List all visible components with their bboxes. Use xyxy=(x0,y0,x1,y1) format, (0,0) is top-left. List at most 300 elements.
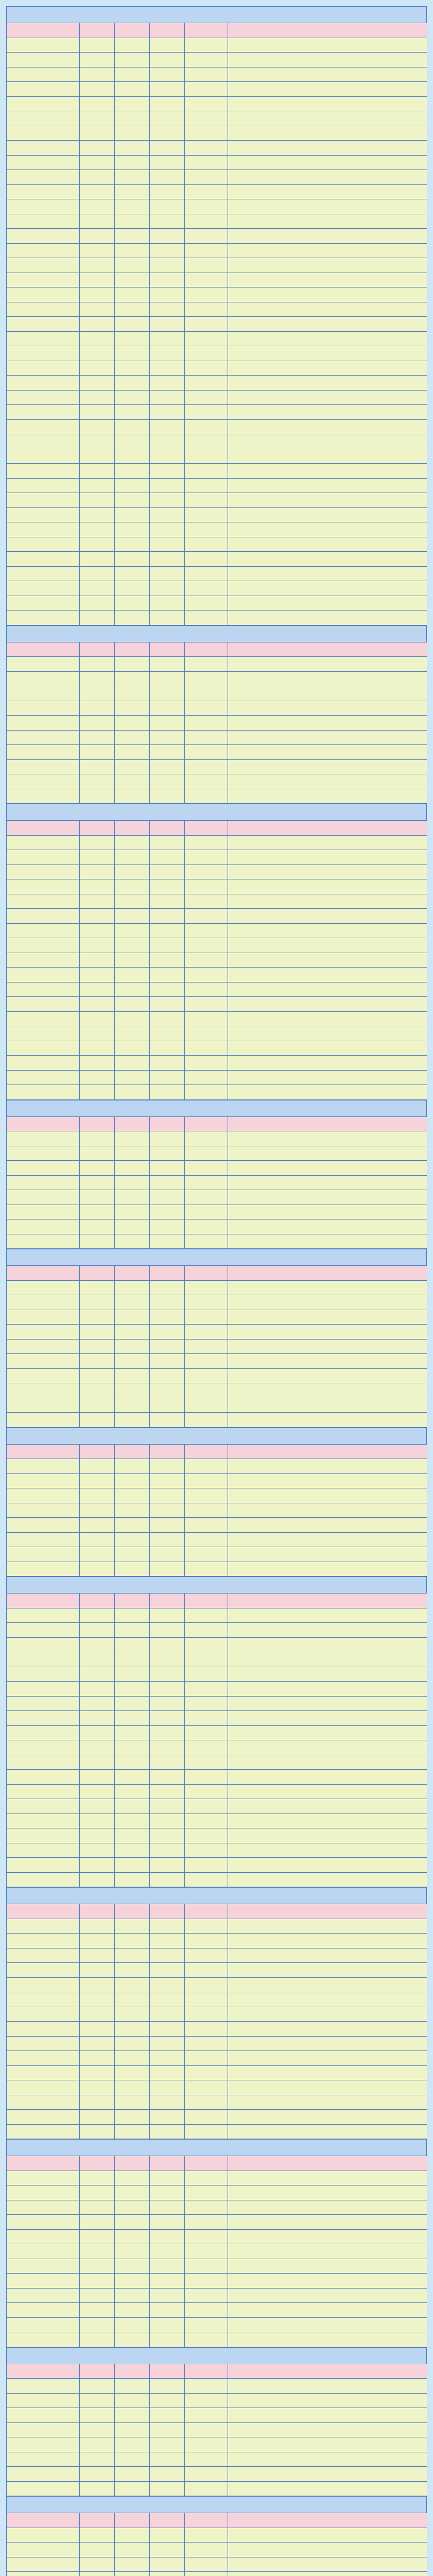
price-cell xyxy=(115,522,150,537)
table-row xyxy=(6,610,427,625)
table-row xyxy=(6,1872,427,1887)
company-cell xyxy=(228,1919,427,1934)
company-cell xyxy=(228,1652,427,1667)
price-cell xyxy=(115,865,150,879)
company-cell xyxy=(228,924,427,938)
column-header xyxy=(7,642,80,657)
price-cell xyxy=(115,2408,150,2422)
company-cell xyxy=(228,185,427,199)
table-row xyxy=(6,1353,427,1368)
company-cell xyxy=(228,522,427,537)
price-cell xyxy=(150,1503,185,1518)
price-cell xyxy=(185,156,228,170)
price-cell xyxy=(185,258,228,273)
column-header xyxy=(228,821,427,835)
price-cell xyxy=(150,185,185,199)
price-cell xyxy=(115,434,150,449)
price-cell xyxy=(80,156,115,170)
price-cell xyxy=(185,508,228,522)
price-cell xyxy=(150,581,185,596)
price-cell xyxy=(185,1503,228,1518)
company-cell xyxy=(228,2274,427,2288)
price-cell xyxy=(115,2215,150,2229)
price-cell xyxy=(185,1354,228,1368)
company-cell xyxy=(228,53,427,67)
table-row xyxy=(6,2378,427,2393)
company-cell xyxy=(228,214,427,229)
market-cell xyxy=(7,2185,80,2200)
column-header xyxy=(185,1266,228,1280)
price-cell xyxy=(115,82,150,96)
section-title xyxy=(6,625,427,642)
price-cell xyxy=(115,420,150,434)
market-cell xyxy=(7,1697,80,1711)
company-cell xyxy=(228,391,427,405)
market-cell xyxy=(7,953,80,968)
market-cell xyxy=(7,2289,80,2303)
price-cell xyxy=(150,229,185,243)
market-cell xyxy=(7,1978,80,1992)
price-cell xyxy=(185,611,228,625)
column-header xyxy=(115,2513,150,2528)
company-cell xyxy=(228,2215,427,2229)
price-cell xyxy=(80,982,115,997)
price-cell xyxy=(115,287,150,302)
price-cell xyxy=(185,302,228,317)
company-cell xyxy=(228,449,427,464)
price-cell xyxy=(80,111,115,126)
price-cell xyxy=(185,1533,228,1547)
table-row xyxy=(6,1398,427,1413)
price-cell xyxy=(185,879,228,894)
price-cell xyxy=(115,1325,150,1339)
column-header xyxy=(185,2364,228,2379)
market-cell xyxy=(7,479,80,493)
price-cell xyxy=(115,2080,150,2095)
price-cell xyxy=(185,141,228,155)
price-cell xyxy=(115,302,150,317)
price-cell xyxy=(150,2185,185,2200)
company-cell xyxy=(228,1295,427,1310)
price-cell xyxy=(115,1219,150,1234)
price-cell xyxy=(185,1799,228,1814)
market-cell xyxy=(7,1383,80,1398)
table-row xyxy=(6,478,427,493)
price-cell xyxy=(115,1843,150,1858)
company-cell xyxy=(228,1325,427,1339)
market-cell xyxy=(7,1623,80,1637)
company-cell xyxy=(228,2572,427,2576)
price-cell xyxy=(80,199,115,214)
table-row xyxy=(6,38,427,53)
section-title xyxy=(6,2139,427,2156)
price-cell xyxy=(80,537,115,552)
column-header xyxy=(7,1117,80,1131)
price-cell xyxy=(185,865,228,879)
column-header xyxy=(150,23,185,38)
price-cell xyxy=(80,1858,115,1872)
table-row xyxy=(6,1368,427,1383)
price-cell xyxy=(150,1873,185,1887)
table-row xyxy=(6,2422,427,2437)
price-cell xyxy=(115,2482,150,2496)
price-cell xyxy=(115,2110,150,2124)
market-cell xyxy=(7,1219,80,1234)
table-section-3 xyxy=(6,804,427,1100)
price-cell xyxy=(115,789,150,804)
price-cell xyxy=(185,2259,228,2274)
company-cell xyxy=(228,2080,427,2095)
table-row xyxy=(6,744,427,759)
price-cell xyxy=(150,1682,185,1696)
column-header xyxy=(150,1445,185,1459)
column-header xyxy=(7,1594,80,1608)
price-cell xyxy=(80,273,115,287)
company-cell xyxy=(228,537,427,552)
price-cell xyxy=(185,2215,228,2229)
price-cell xyxy=(115,2379,150,2393)
price-cell xyxy=(80,1190,115,1205)
header-row xyxy=(6,2513,427,2528)
column-header xyxy=(185,23,228,38)
price-cell xyxy=(80,596,115,611)
price-cell xyxy=(150,2080,185,2095)
market-cell xyxy=(7,997,80,1011)
price-cell xyxy=(80,2408,115,2422)
price-cell xyxy=(115,1383,150,1398)
price-cell xyxy=(80,493,115,507)
price-cell xyxy=(115,567,150,581)
price-cell xyxy=(185,1488,228,1503)
price-cell xyxy=(185,672,228,686)
company-cell xyxy=(228,2452,427,2467)
price-cell xyxy=(150,1843,185,1858)
market-cell xyxy=(7,1755,80,1770)
table-row xyxy=(6,2437,427,2452)
price-cell xyxy=(80,346,115,361)
price-cell xyxy=(150,1785,185,1799)
price-cell xyxy=(80,2185,115,2200)
data-rows xyxy=(6,1131,427,1248)
price-cell xyxy=(185,2408,228,2422)
market-cell xyxy=(7,1799,80,1814)
price-cell xyxy=(185,657,228,671)
price-cell xyxy=(185,2274,228,2288)
price-cell xyxy=(115,1085,150,1099)
price-cell xyxy=(185,111,228,126)
price-cell xyxy=(185,493,228,507)
header-row xyxy=(6,1116,427,1131)
market-cell xyxy=(7,1934,80,1948)
price-cell xyxy=(185,537,228,552)
company-cell xyxy=(228,97,427,111)
price-cell xyxy=(150,1919,185,1934)
price-cell xyxy=(80,2274,115,2288)
column-header xyxy=(150,1904,185,1919)
company-cell xyxy=(228,508,427,522)
table-section-6 xyxy=(6,1428,427,1577)
table-row xyxy=(6,2408,427,2422)
price-cell xyxy=(150,420,185,434)
company-cell xyxy=(228,774,427,789)
table-row xyxy=(6,759,427,774)
company-cell xyxy=(228,1071,427,1085)
price-cell xyxy=(80,185,115,199)
company-cell xyxy=(228,1383,427,1398)
price-cell xyxy=(150,1041,185,1056)
market-cell xyxy=(7,141,80,155)
market-cell xyxy=(7,894,80,909)
company-cell xyxy=(228,479,427,493)
company-cell xyxy=(228,199,427,214)
market-cell xyxy=(7,672,80,686)
price-cell xyxy=(115,185,150,199)
price-cell xyxy=(115,332,150,346)
price-cell xyxy=(185,1205,228,1219)
table-row xyxy=(6,1473,427,1488)
price-cell xyxy=(150,2394,185,2408)
price-cell xyxy=(80,479,115,493)
company-cell xyxy=(228,672,427,686)
company-cell xyxy=(228,2022,427,2036)
data-rows xyxy=(6,835,427,1099)
column-header xyxy=(7,2156,80,2171)
table-row xyxy=(6,1190,427,1205)
company-cell xyxy=(228,2185,427,2200)
price-cell xyxy=(150,273,185,287)
price-cell xyxy=(115,2528,150,2543)
section-title xyxy=(6,1428,427,1444)
price-cell xyxy=(115,879,150,894)
company-cell xyxy=(228,789,427,804)
company-cell xyxy=(228,1828,427,1843)
table-row xyxy=(6,1175,427,1190)
price-cell xyxy=(150,2095,185,2110)
company-cell xyxy=(228,1190,427,1205)
table-row xyxy=(6,1310,427,1325)
market-cell xyxy=(7,2274,80,2288)
table-row xyxy=(6,1547,427,1562)
market-cell xyxy=(7,2110,80,2124)
price-cell xyxy=(80,2244,115,2259)
market-cell xyxy=(7,199,80,214)
market-cell xyxy=(7,1041,80,1056)
company-cell xyxy=(228,1740,427,1755)
price-cell xyxy=(150,1310,185,1325)
company-cell xyxy=(228,1176,427,1190)
column-header xyxy=(185,2513,228,2528)
price-cell xyxy=(115,2467,150,2481)
price-cell xyxy=(80,244,115,258)
table-row xyxy=(6,2332,427,2347)
price-cell xyxy=(185,1190,228,1205)
price-cell xyxy=(115,2230,150,2244)
price-cell xyxy=(150,2171,185,2185)
price-cell xyxy=(115,581,150,596)
price-cell xyxy=(80,287,115,302)
price-cell xyxy=(115,2423,150,2437)
price-cell xyxy=(150,2274,185,2288)
market-cell xyxy=(7,581,80,596)
price-cell xyxy=(80,1383,115,1398)
price-cell xyxy=(80,2303,115,2317)
company-cell xyxy=(228,434,427,449)
table-row xyxy=(6,850,427,865)
price-cell xyxy=(115,1934,150,1948)
price-cell xyxy=(185,38,228,53)
price-cell xyxy=(185,1295,228,1310)
price-table xyxy=(6,6,427,2576)
price-cell xyxy=(185,567,228,581)
price-cell xyxy=(115,2200,150,2215)
price-cell xyxy=(80,2259,115,2274)
column-header xyxy=(80,2513,115,2528)
column-header xyxy=(80,642,115,657)
market-cell xyxy=(7,82,80,96)
market-cell xyxy=(7,716,80,730)
price-cell xyxy=(185,1176,228,1190)
price-cell xyxy=(115,552,150,566)
price-cell xyxy=(185,968,228,982)
market-cell xyxy=(7,434,80,449)
table-row xyxy=(6,2124,427,2139)
market-cell xyxy=(7,1770,80,1784)
table-row xyxy=(6,2273,427,2288)
price-cell xyxy=(185,686,228,701)
company-cell xyxy=(228,361,427,376)
table-row xyxy=(6,2185,427,2200)
price-cell xyxy=(185,2110,228,2124)
price-cell xyxy=(150,1281,185,1295)
price-cell xyxy=(185,287,228,302)
market-cell xyxy=(7,391,80,405)
price-cell xyxy=(185,596,228,611)
price-cell xyxy=(185,1161,228,1175)
price-cell xyxy=(185,2572,228,2576)
table-row xyxy=(6,1011,427,1026)
price-cell xyxy=(150,924,185,938)
price-cell xyxy=(150,894,185,909)
company-cell xyxy=(228,111,427,126)
price-cell xyxy=(115,1562,150,1577)
column-header xyxy=(228,2364,427,2379)
table-row xyxy=(6,2244,427,2259)
price-cell xyxy=(185,2230,228,2244)
price-cell xyxy=(150,1948,185,1963)
price-cell xyxy=(80,1740,115,1755)
price-cell xyxy=(150,2066,185,2080)
price-cell xyxy=(80,2379,115,2393)
market-cell xyxy=(7,1085,80,1099)
price-cell xyxy=(185,479,228,493)
price-cell xyxy=(185,997,228,1011)
data-rows xyxy=(6,1608,427,1887)
company-cell xyxy=(228,2007,427,2022)
price-cell xyxy=(150,1978,185,1992)
table-row xyxy=(6,2065,427,2080)
price-cell xyxy=(80,1234,115,1249)
table-row xyxy=(6,1608,427,1623)
price-cell xyxy=(150,716,185,730)
price-cell xyxy=(115,924,150,938)
market-cell xyxy=(7,789,80,804)
company-cell xyxy=(228,1562,427,1577)
price-cell xyxy=(80,2557,115,2572)
company-cell xyxy=(228,2528,427,2543)
table-row xyxy=(6,996,427,1011)
price-cell xyxy=(185,199,228,214)
company-cell xyxy=(228,1992,427,2007)
market-cell xyxy=(7,1176,80,1190)
price-cell xyxy=(80,581,115,596)
price-cell xyxy=(115,672,150,686)
market-cell xyxy=(7,2303,80,2317)
price-cell xyxy=(185,2007,228,2022)
price-cell xyxy=(185,2125,228,2139)
company-cell xyxy=(228,1012,427,1026)
market-cell xyxy=(7,258,80,273)
column-header xyxy=(7,23,80,38)
price-cell xyxy=(115,38,150,53)
market-cell xyxy=(7,1413,80,1427)
column-header xyxy=(228,1117,427,1131)
price-cell xyxy=(185,2095,228,2110)
price-cell xyxy=(185,1012,228,1026)
market-cell xyxy=(7,2259,80,2274)
price-cell xyxy=(80,567,115,581)
price-cell xyxy=(150,537,185,552)
table-row xyxy=(6,1992,427,2007)
company-cell xyxy=(228,1608,427,1623)
price-cell xyxy=(150,1799,185,1814)
table-row xyxy=(6,1234,427,1249)
table-row xyxy=(6,879,427,894)
price-cell xyxy=(185,1667,228,1682)
price-cell xyxy=(185,745,228,759)
price-cell xyxy=(115,156,150,170)
price-cell xyxy=(150,1992,185,2007)
price-cell xyxy=(115,537,150,552)
company-cell xyxy=(228,850,427,865)
price-cell xyxy=(185,909,228,923)
table-row xyxy=(6,1070,427,1085)
company-cell xyxy=(228,229,427,243)
market-cell xyxy=(7,185,80,199)
price-cell xyxy=(115,2022,150,2036)
price-cell xyxy=(80,2171,115,2185)
price-cell xyxy=(185,126,228,141)
company-cell xyxy=(228,1488,427,1503)
table-row xyxy=(6,686,427,701)
price-cell xyxy=(115,2332,150,2347)
table-row xyxy=(6,1412,427,1427)
price-cell xyxy=(80,2437,115,2452)
market-cell xyxy=(7,2437,80,2452)
market-cell xyxy=(7,1740,80,1755)
price-cell xyxy=(80,1843,115,1858)
market-cell xyxy=(7,745,80,759)
price-cell xyxy=(115,1354,150,1368)
table-row xyxy=(6,1828,427,1843)
price-cell xyxy=(150,2125,185,2139)
company-cell xyxy=(228,982,427,997)
price-cell xyxy=(80,1474,115,1488)
company-cell xyxy=(228,552,427,566)
price-cell xyxy=(115,1190,150,1205)
price-cell xyxy=(80,1682,115,1696)
price-cell xyxy=(150,672,185,686)
price-cell xyxy=(115,1012,150,1026)
